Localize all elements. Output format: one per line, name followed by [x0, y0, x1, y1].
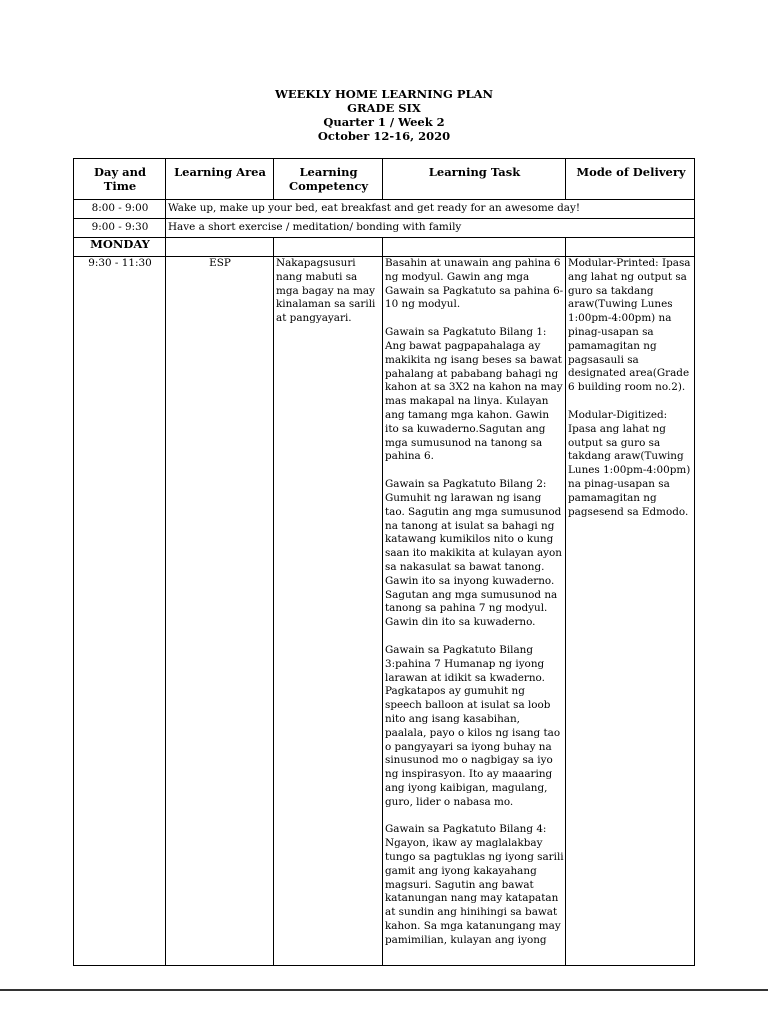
routine-activity: Wake up, make up your bed, eat breakfast and get ready for an awesome day! [166, 200, 696, 219]
routine-time: 8:00 - 9:00 [74, 200, 166, 219]
learning-task-cell [383, 257, 566, 967]
column-header-mode-of-delivery: Mode of Delivery [566, 159, 696, 200]
empty-cell [274, 238, 383, 257]
table-row [74, 257, 696, 967]
table-row [74, 200, 696, 219]
empty-cell [383, 238, 566, 257]
learning-plan-table [73, 158, 695, 966]
delivery-printed: Modular-Printed: Ipasa ang lahat ng output sa guro sa takdang araw(Tuwing Lunes 1:00pm-4:00pm) na pinag-usapan sa pamamagitan ng pagsasauli sa designated area(Grade 6 building room no.2). [568, 257, 691, 394]
learning-competency: Nakapagsusuri nang mabuti sa mga bagay na may kinalaman sa sarili at pangyayari. [274, 257, 383, 967]
delivery-digitized: Modular-Digitized: Ipasa ang lahat ng output sa guro sa takdang araw(Tuwing Lunes 1:00pm-4:00pm) na pinag-usapan sa pamamagitan ng pagsesend sa Edmodo. [568, 408, 691, 518]
learning-task-paragraph: Gawain sa Pagkatuto Bilang 4: Ngayon, ikaw ay maglalakbay tungo sa pagtuklas ng iyong sarili gamit ang iyong kakayahang magsuri. Sagutin ang bawat katanungan nang may katapatan at sundin ang hinihingi sa bawat kahon. Sa mga katanungang may pamimilian, kulayan ang iyong [385, 823, 564, 946]
learning-task-paragraph: Basahin at unawain ang pahina 6 ng modyul. Gawin ang mga Gawain sa Pagkatuto sa pahina 6-10 ng modyul. [385, 257, 564, 311]
mode-of-delivery-cell [566, 257, 696, 967]
column-header-learning-task: Learning Task [383, 159, 566, 200]
routine-activity: Have a short exercise / meditation/ bonding with family [166, 219, 696, 238]
session-time: 9:30 - 11:30 [74, 257, 166, 967]
day-label: MONDAY [74, 238, 166, 257]
column-header-day-time: Day and Time [74, 159, 166, 200]
learning-task-paragraph: Gawain sa Pagkatuto Bilang 3:pahina 7 Humanap ng iyong larawan at idikit sa kwaderno. Pagkatapos ay gumuhit ng speech balloon at isulat sa loob nito ang isang kasabihan, paalala, payo o kilos ng isang tao o pangyayari sa iyong buhay na sinusunod mo o nagbigay sa iyo ng inspirasyon. Ito ay maaaring ang iyong kaibigan, magulang, guro, lider o nabasa mo. [385, 643, 561, 808]
table-row [74, 219, 696, 238]
learning-task-paragraph: Gawain sa Pagkatuto Bilang 1: Ang bawat pagpapahalaga ay makikita ng isang beses sa bawat pahalang at pababang bahagi ng kahon at sa 3X2 na kahon na may mas makapal na linya. Kulayan ang tamang mga kahon. Gawin ito sa kuwaderno.Sagutan ang mga sumusunod na tanong sa pahina 6. [385, 326, 563, 463]
document-title: WEEKLY HOME LEARNING PLAN [274, 87, 494, 101]
grade-level: GRADE SIX [347, 101, 421, 115]
empty-cell [566, 238, 696, 257]
date-range: October 12-16, 2020 [317, 129, 451, 143]
table-header-row [74, 159, 696, 200]
document-header [0, 87, 768, 143]
column-header-learning-competency: Learning Competency [274, 159, 383, 200]
learning-area: ESP [166, 257, 274, 967]
quarter-week: Quarter 1 / Week 2 [323, 115, 445, 129]
routine-time: 9:00 - 9:30 [74, 219, 166, 238]
learning-task-paragraph: Gawain sa Pagkatuto Bilang 2: Gumuhit ng larawan ng isang tao. Sagutin ang mga sumusunod na tanong at isulat sa bahagi ng katawang kumikilos nito o kung saan ito makikita at kulayan ayon sa nakasulat sa bawat tanong. Gawin ito sa inyong kuwaderno. Sagutan ang mga sumusunod na tanong sa pahina 7 ng modyul. Gawin din ito sa kuwaderno. [385, 478, 562, 629]
empty-cell [166, 238, 274, 257]
page-divider [0, 989, 768, 991]
column-header-learning-area: Learning Area [166, 159, 274, 200]
day-row [74, 238, 696, 257]
